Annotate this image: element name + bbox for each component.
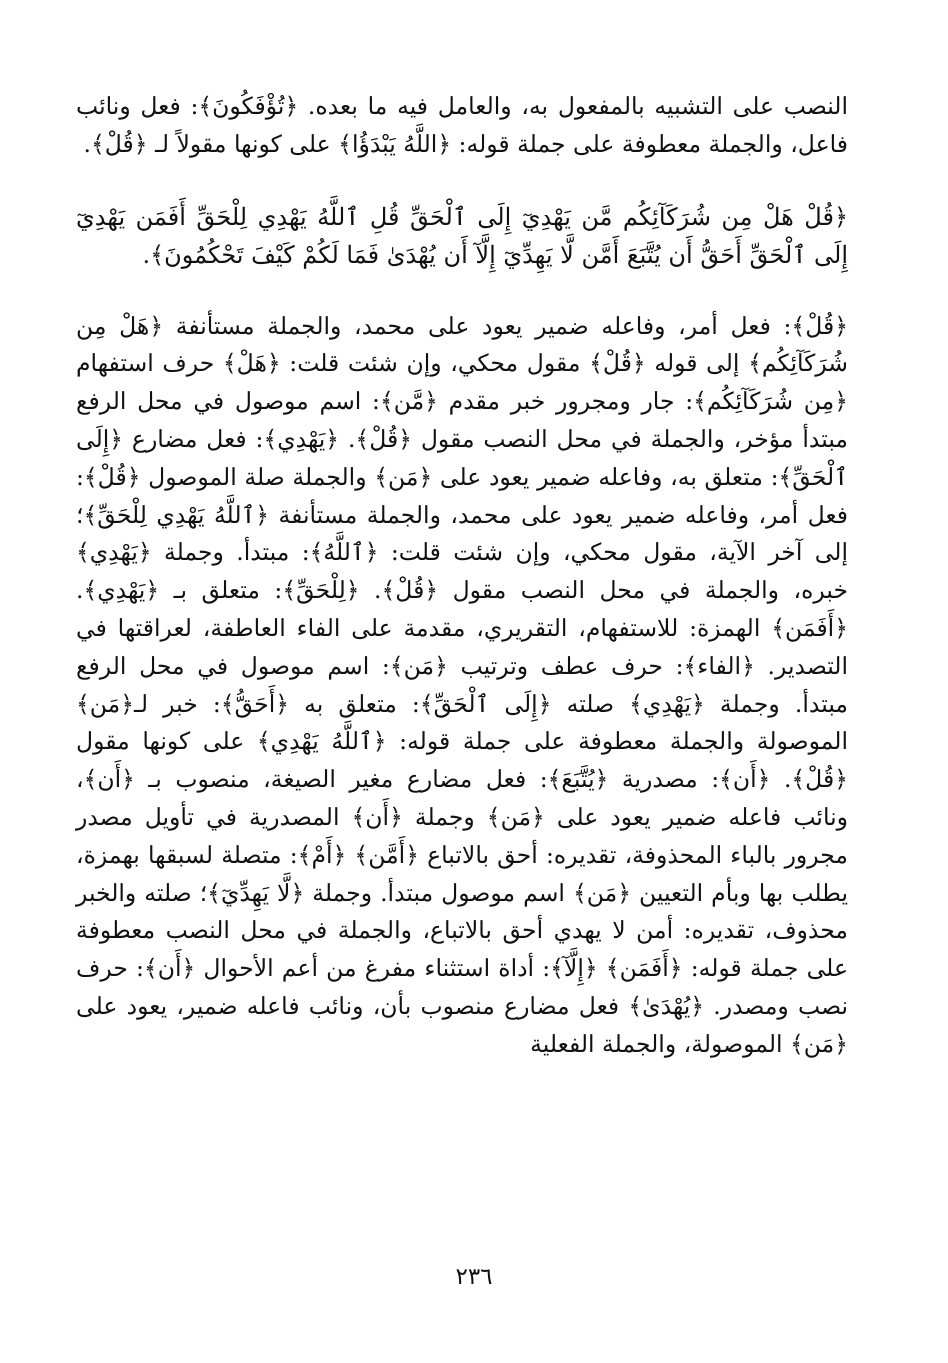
page-number: ٢٣٦ xyxy=(455,1264,493,1290)
quran-verse: ﴿قُلْ هَلْ مِن شُرَكَآئِكُم مَّن يَهْدِيٓ إِلَى ٱلْحَقِّ قُلِ ٱللَّهُ يَهْدِي لِلْحَقِّ أَفَمَن يَهْدِيٓ إِلَى ٱلْحَقِّ أَحَقُّ أَن يُتَّبَعَ أَمَّن لَّا يَهِدِّيٓ إِلَّآ أَن يُهْدَىٰ فَمَا لَكُمْ كَيْفَ تَحْكُمُونَ﴾. xyxy=(76,202,848,269)
paragraph-analysis: ﴿قُلْ﴾: فعل أمر، وفاعله ضمير يعود على محمد، والجملة مستأنفة ﴿هَلْ مِن شُرَكَآئِكُم﴾ إلى قوله ﴿قُلْ﴾ مقول محكي، وإن شئت قلت: ﴿هَلْ﴾ حرف استفهام ﴿مِن شُرَكَآئِكُم﴾: جار ومجرور خبر مقدم ﴿مَّن﴾: اسم موصول في محل الرفع مبتدأ مؤخر، والجملة في محل النصب مقول ﴿قُلْ﴾. ﴿يَهْدِي﴾: فعل مضارع ﴿إِلَى ٱلْحَقِّ﴾: متعلق به، وفاعله ضمير يعود على ﴿مَن﴾ والجملة صلة الموصول ﴿قُلْ﴾: فعل أمر، وفاعله ضمير يعود على محمد، والجملة مستأنفة ﴿ٱللَّهُ يَهْدِي لِلْحَقِّ﴾؛ إلى آخر الآية، مقول محكي، وإن شئت قلت: ﴿ٱللَّهُ﴾: مبتدأ. وجملة ﴿يَهْدِي﴾ خبره، والجملة في محل النصب مقول ﴿قُلْ﴾. ﴿لِلْحَقِّ﴾: متعلق بـ ﴿يَهْدِي﴾. ﴿أَفَمَن﴾ الهمزة: للاستفهام، التقريري، مقدمة على الفاء العاطفة، لعراقتها في التصدير. ﴿الفاء﴾: حرف عطف وترتيب ﴿مَن﴾: اسم موصول في محل الرفع مبتدأ. وجملة ﴿يَهْدِي﴾ صلته ﴿إِلَى ٱلْحَقِّ﴾: متعلق به ﴿أَحَقُّ﴾: خبر لـ﴿مَن﴾ الموصولة والجملة معطوفة على جملة قوله: ﴿ٱللَّهُ يَهْدِي﴾ على كونها مقول ﴿قُلْ﴾. ﴿أَن﴾: مصدرية ﴿يُتَّبَعَ﴾: فعل مضارع مغير الصيغة، منصوب بـ ﴿أَن﴾، ونائب فاعله ضمير يعود على ﴿مَن﴾ وجملة ﴿أَن﴾ المصدرية في تأويل مصدر مجرور بالباء المحذوفة، تقديره: أحق بالاتباع ﴿أَمَّن﴾ ﴿أَمْ﴾: متصلة لسبقها بهمزة، يطلب بها وبأم التعيين ﴿مَن﴾ اسم موصول مبتدأ. وجملة ﴿لَّا يَهِدِّيٓ﴾؛ صلته والخبر محذوف، تقديره: أمن لا يهدي أحق بالاتباع، والجملة في محل النصب معطوفة على جملة قوله: ﴿أَفَمَن﴾ ﴿إِلَّآ﴾: أداة استثناء مفرغ من أعم الأحوال ﴿أَن﴾: حرف نصب ومصدر. ﴿يُهْدَىٰ﴾ فعل مضارع منصوب بأن، ونائب فاعله ضمير، يعود على ﴿مَن﴾ الموصولة، والجملة الفعلية xyxy=(76,311,848,1058)
paragraph-intro: النصب على التشبيه بالمفعول به، والعامل فيه ما بعده. ﴿تُؤْفَكُونَ﴾: فعل ونائب فاعل، والجملة معطوفة على جملة قوله: ﴿اللَّهُ يَبْدَؤُا﴾ على كونها مقولاً لـ ﴿قُلْ﴾. xyxy=(76,92,848,158)
